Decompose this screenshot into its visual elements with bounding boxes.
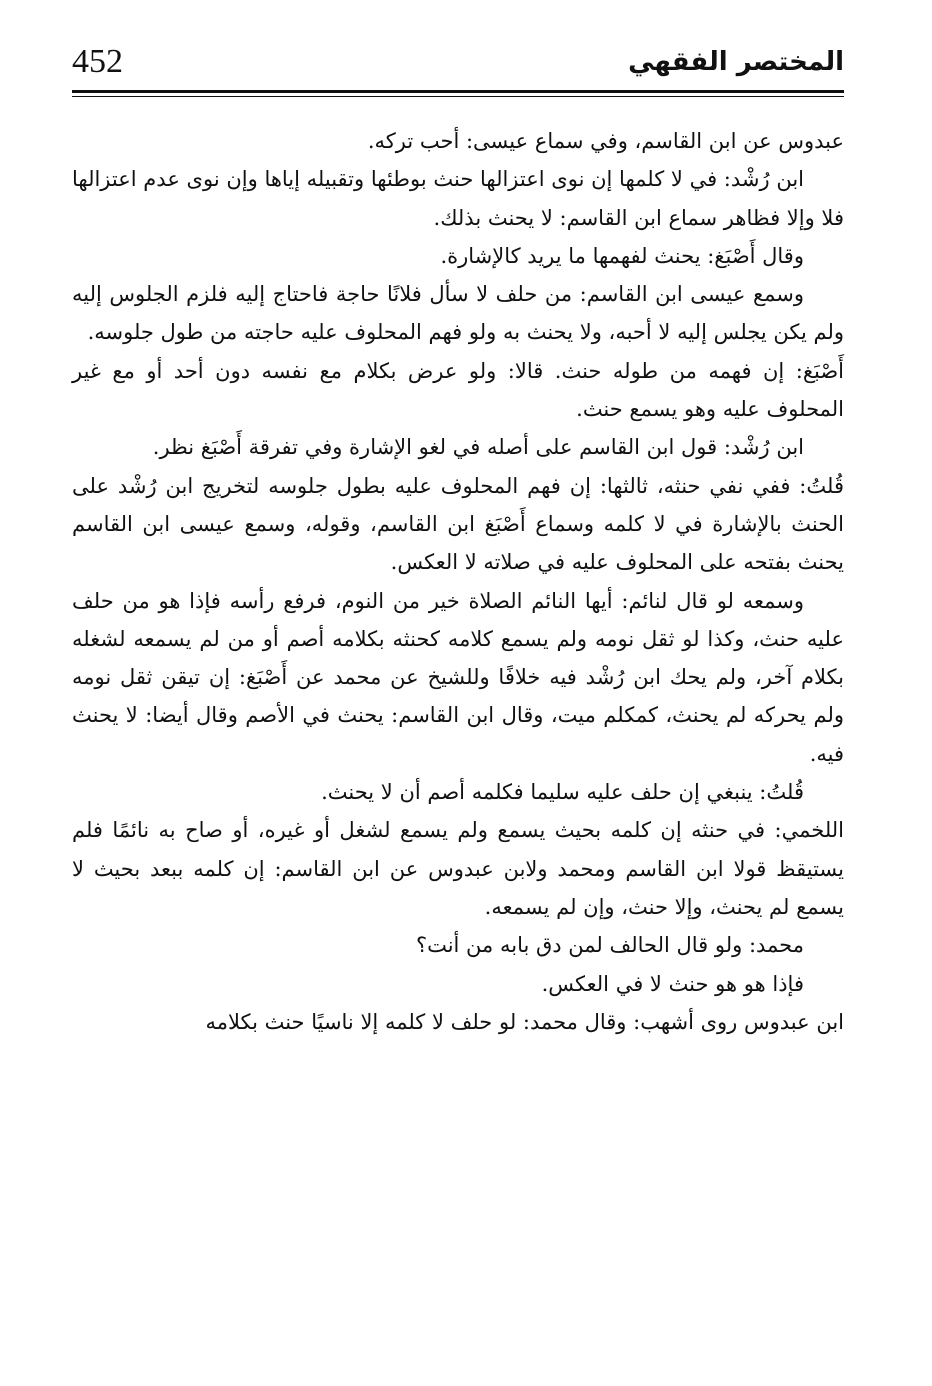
- paragraph: قُلتُ: ينبغي إن حلف عليه سليما فكلمه أصم أن لا يحنث.: [321, 780, 804, 805]
- paragraph: وقال أَصْبَغ: يحنث لفهمها ما يريد كالإشارة.: [440, 243, 804, 268]
- paragraph: أَصْبَغ: إن فهمه من طوله حنث. قالا: ولو عرض بكلام مع نفسه دون أحد أو مع غير المحلوف عليه وهو يسمع حنث.: [72, 358, 844, 422]
- paragraph: وسمعه لو قال لنائم: أيها النائم الصلاة خير من النوم، فرفع رأسه فإذا هو من حلف عليه حنث، وكذا لو ثقل نومه ولم يسمع كلامه كحنثه بكلامه أصم أو من لم يسمعه لشغله بكلام آخر، ولم يحك ابن رُشْد فيه خلافًا وللشيخ عن محمد عن أَصْبَغ: إن تيقن ثقل نومه ولم يحركه لم يحنث، كمكلم ميت، وقال ابن القاسم: يحنث في الأصم وقال أيضا: لا يحنث فيه.: [72, 588, 844, 766]
- paragraph: وسمع عيسى ابن القاسم: من حلف لا سأل فلانًا حاجة فاحتاج إليه فلزم الجلوس إليه ولم يكن يجلس إليه لا أحبه، ولا يحنث به ولو فهم المحلوف عليه حاجته من طول جلوسه.: [72, 282, 844, 345]
- body-text: [72, 122, 844, 1041]
- paragraph: قُلتُ: ففي نفي حنثه، ثالثها: إن فهم المحلوف عليه بطول جلوسه لتخريج ابن رُشْد على الحنث بالإشارة في لا كلمه وسماع أَصْبَغ ابن القاسم، وقوله، وسمع عيسى ابن القاسم يحنث بفتحه على المحلوف عليه في صلاته لا العكس.: [72, 473, 844, 575]
- header-rule-thin: [72, 96, 844, 97]
- page-number: 452: [72, 43, 123, 80]
- page-header: [72, 38, 844, 90]
- paragraph: ابن رُشْد: في لا كلمها إن نوى اعتزالها حنث بوطئها وتقبيله إياها وإن نوى عدم اعتزالها فلا وإلا فظاهر سماع ابن القاسم: لا يحنث بذلك.: [72, 167, 844, 230]
- paragraph: اللخمي: في حنثه إن كلمه بحيث يسمع ولم يسمع لشغل أو غيره، أو صاح به نائمًا فلم يستيقظ قولا ابن القاسم ومحمد ولابن عبدوس عن ابن القاسم: إن كلمه ببعد بحيث لا يسمع لم يحنث، وإلا حنث، وإن لم يسمعه.: [72, 818, 844, 919]
- paragraph: محمد: ولو قال الحالف لمن دق بابه من أنت؟: [415, 933, 804, 958]
- running-title: المختصر الفقهي: [628, 47, 844, 77]
- paragraph: فإذا هو هو حنث لا في العكس.: [541, 971, 804, 996]
- paragraph: ابن رُشْد: قول ابن القاسم على أصله في لغو الإشارة وفي تفرقة أَصْبَغ نظر.: [152, 435, 804, 460]
- header-rule-thick: [72, 90, 844, 93]
- paragraph: عبدوس عن ابن القاسم، وفي سماع عيسى: أحب تركه.: [367, 129, 844, 153]
- paragraph: ابن عبدوس روى أشهب: وقال محمد: لو حلف لا كلمه إلا ناسيًا حنث بكلامه: [205, 1009, 844, 1034]
